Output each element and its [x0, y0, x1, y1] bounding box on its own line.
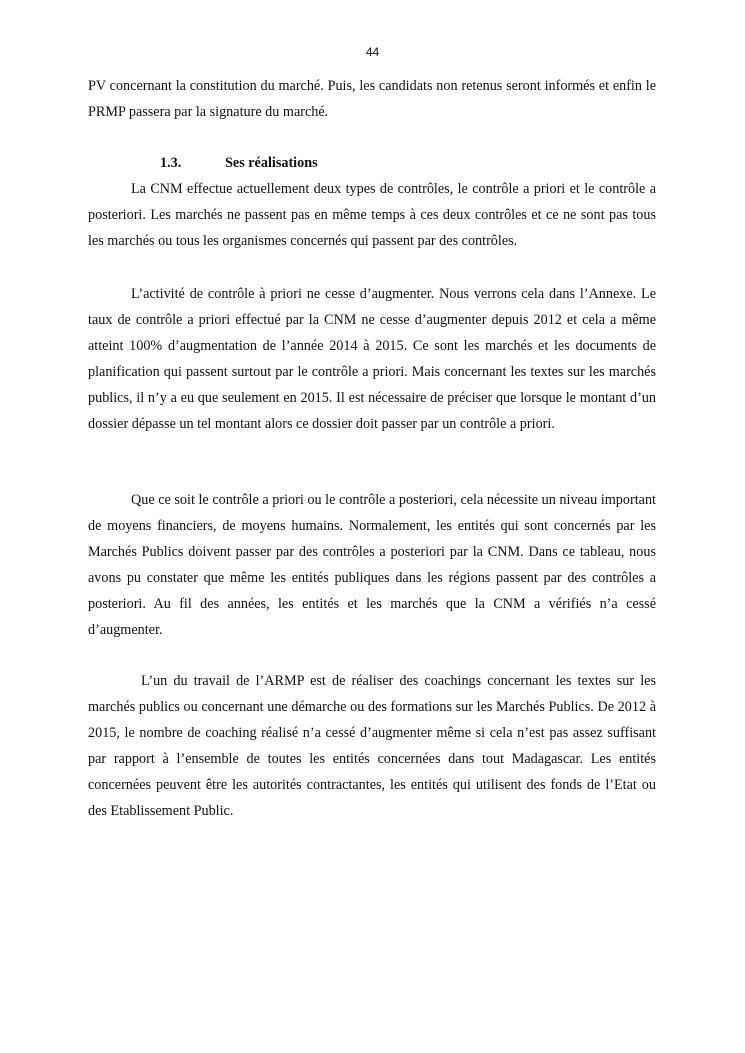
paragraph-coaching: L’un du travail de l’ARMP est de réaliser des coachings concernant les textes sur les marchés publics ou concernant une démarche ou des formations sur les Marchés Publics. De 2012 à 2015, le nombre de coaching réalisé n’a cessé d’augmenter même si cela n’est pas assez suffisant par rapport à l’ensemble de toutes les entités concernées dans tout Madagascar. Les entités concernées peuvent être les autorités contractantes, les entités qui utilisent des fonds de l’Etat ou des Etablissement Public.	[88, 673, 656, 819]
page-number: 44	[365, 45, 380, 59]
paragraph-controls-types: La CNM effectue actuellement deux types de contrôles, le contrôle a priori et le contrôle a posteriori. Les marchés ne passent pas en même temps à ces deux contrôles et ce ne sont pas tous les marchés ou tous les organismes concernés qui passent par des contrôles.	[88, 181, 656, 249]
paragraph-a-posteriori: Que ce soit le contrôle a priori ou le contrôle a posteriori, cela nécessite un niveau important de moyens financiers, de moyens humains. Normalement, les entités qui sont concernés par les Marchés Publics doivent passer par des contrôles a posteriori par la CNM. Dans ce tableau, nous avons pu constater que même les entités publiques dans les régions passent par des contrôles a posteriori. Au fil des années, les entités et les marchés que la CNM a vérifiés n’a cessé d’augmenter.	[88, 492, 656, 638]
section-heading	[160, 153, 318, 173]
paragraph-a-priori: L’activité de contrôle à priori ne cesse d’augmenter. Nous verrons cela dans l’Annexe. Le taux de contrôle a priori effectué par la CNM ne cesse d’augmenter depuis 2012 et cela a même atteint 100% d’augmentation de l’année 2014 à 2015. Ce sont les marchés et les documents de planification qui passent surtout par le contrôle a priori. Mais concernant les textes sur les marchés publics, il n’y a eu que seulement en 2015. Il est nécessaire de préciser que lorsque le montant d’un dossier dépasse un tel montant alors ce dossier doit passer par un contrôle a priori.	[88, 286, 656, 432]
section-title: Ses réalisations	[225, 155, 318, 171]
paragraph-continuation: PV concernant la constitution du marché. Puis, les candidats non retenus seront informés et enfin le PRMP passera par la signature du marché.	[88, 78, 656, 120]
section-number: 1.3.	[160, 155, 182, 171]
